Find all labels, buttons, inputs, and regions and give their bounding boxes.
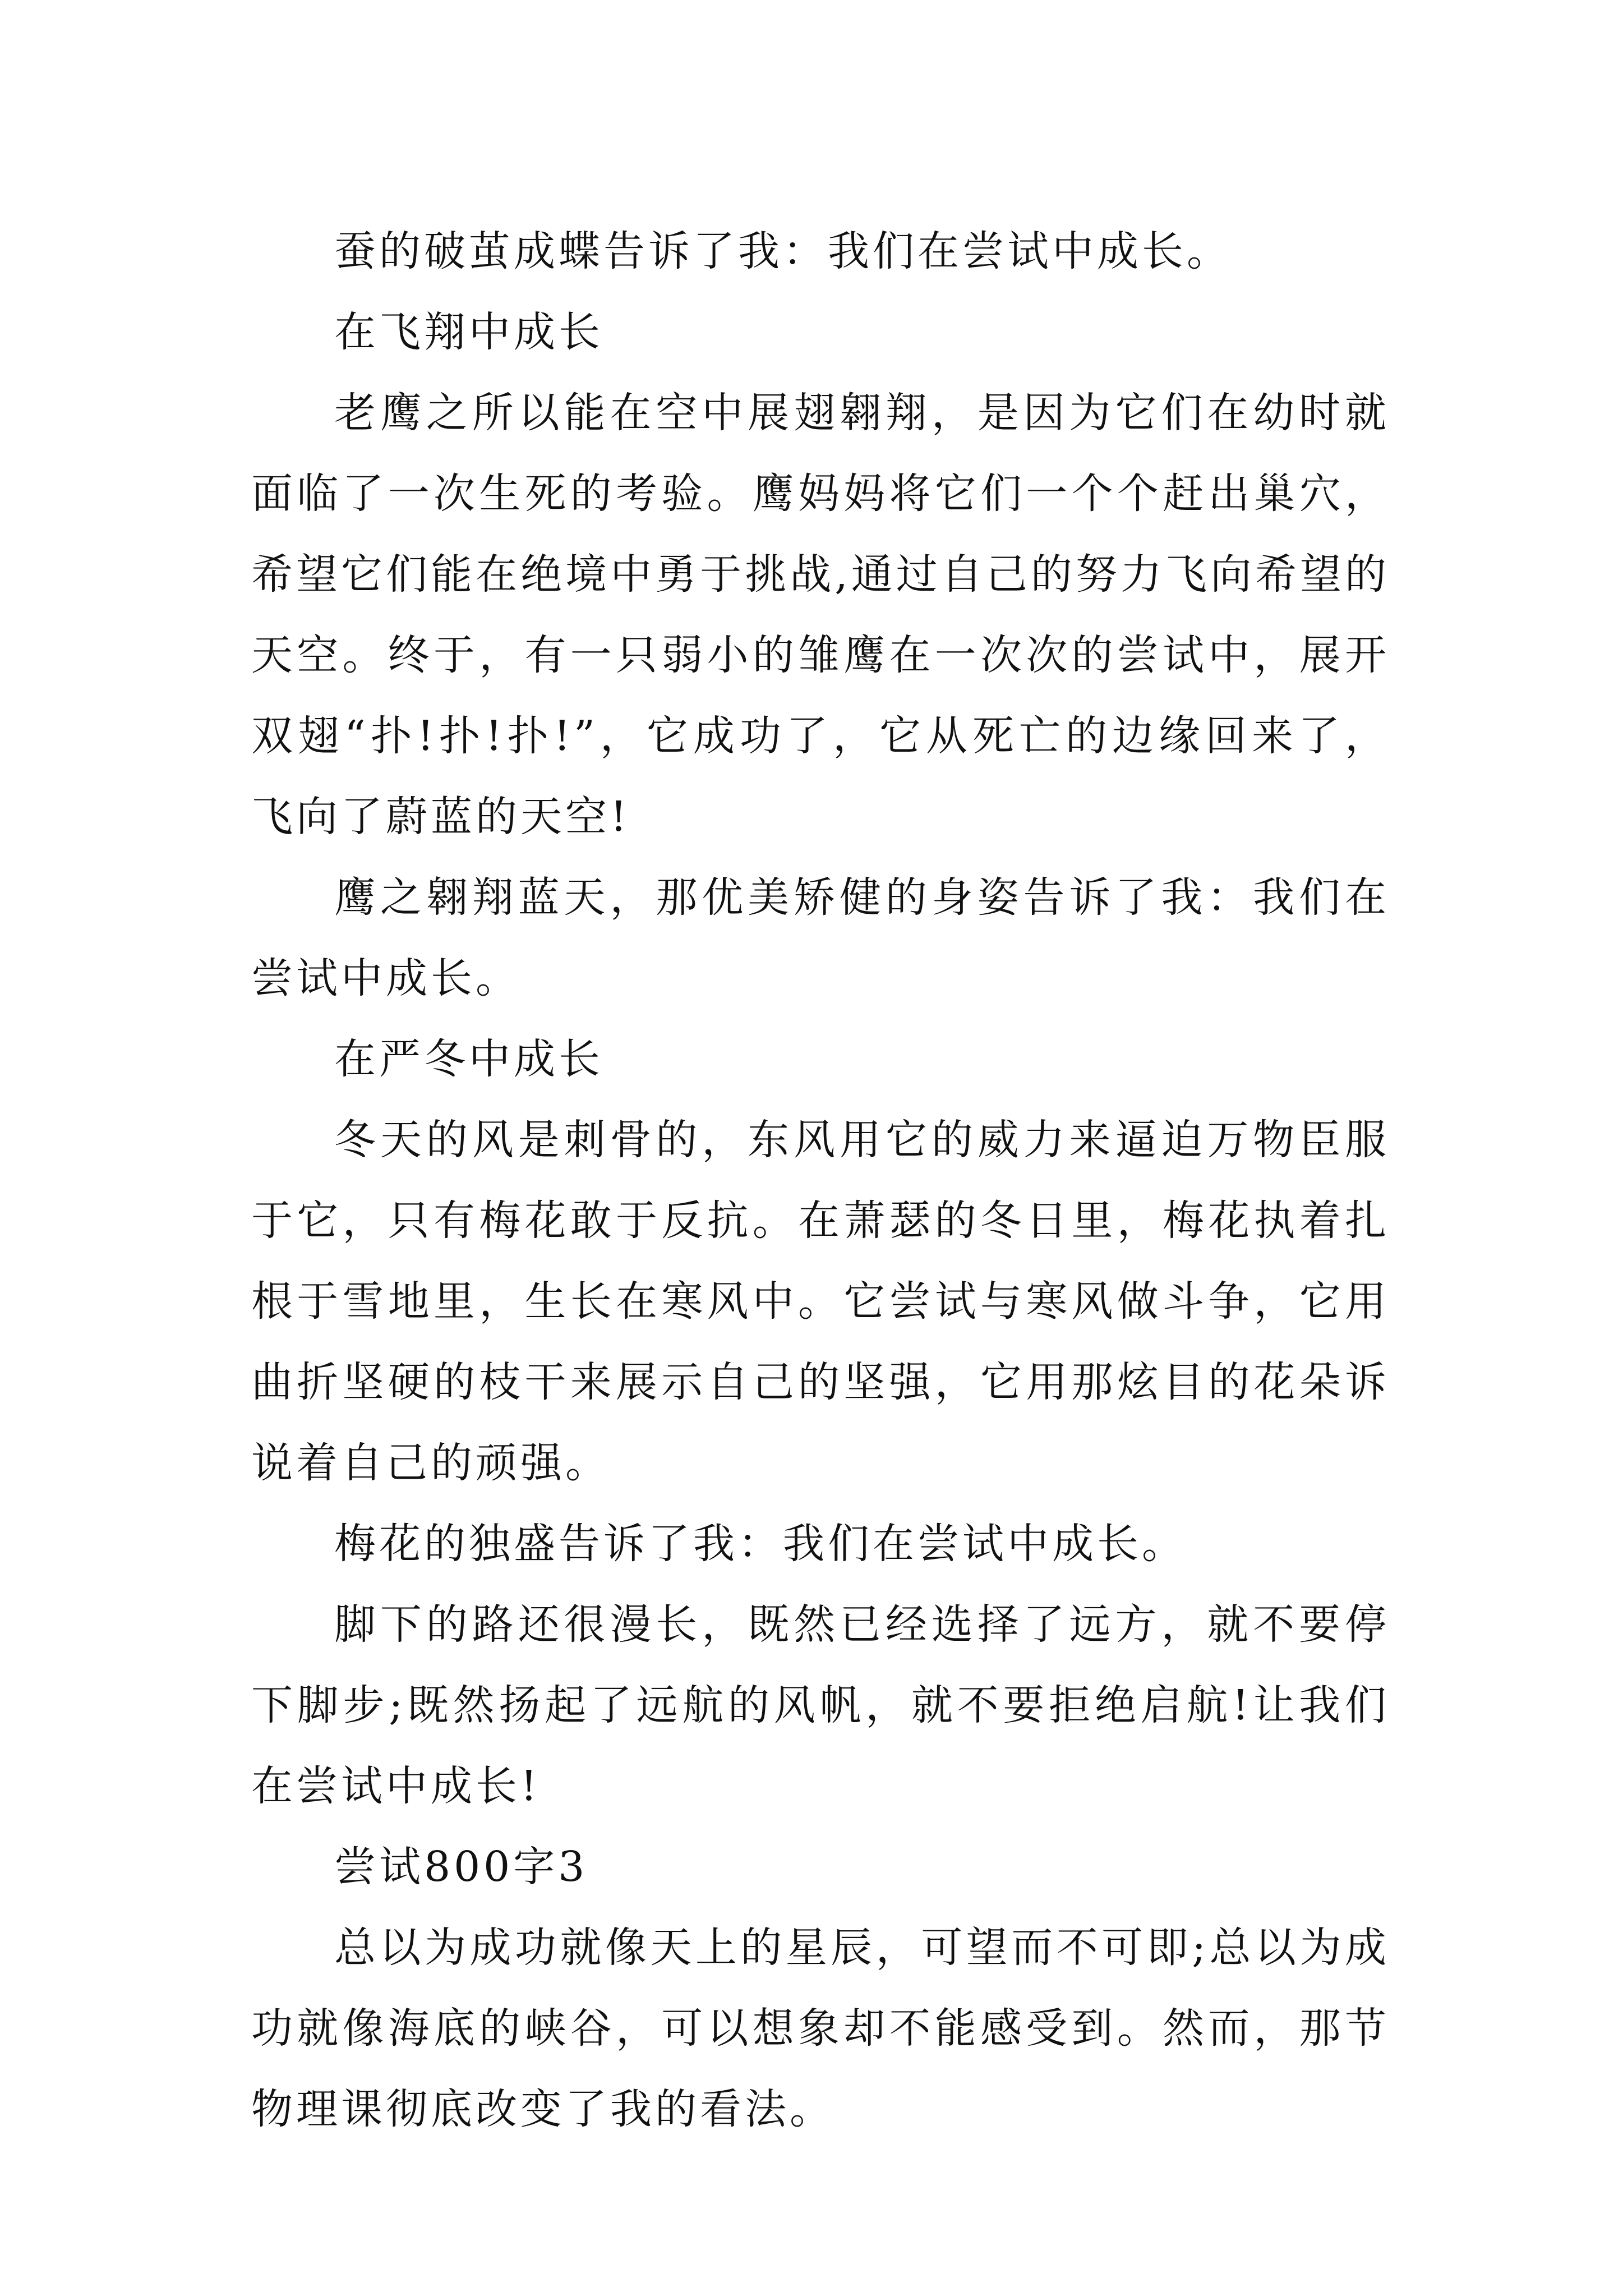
section-heading-flying: 在飞翔中成长 xyxy=(334,308,603,356)
paragraph-closing: 脚下的路还很漫长，既然已经选择了远方，就不要停下脚步;既然扬起了远航的风帆，就不要拒绝启航!让我们在尝试中成长! xyxy=(251,1600,1390,1810)
paragraph-success-intro: 总以为成功就像天上的星辰，可望而不可即;总以为成功就像海底的峡谷，可以想象却不能感受到。然而，那节物理课彻底改变了我的看法。 xyxy=(251,1924,1390,2133)
paragraph-plum-conclusion: 梅花的独盛告诉了我：我们在尝试中成长。 xyxy=(334,1520,1187,1568)
paragraph-eagle-conclusion: 鹰之翱翔蓝天，那优美矫健的身姿告诉了我：我们在尝试中成长。 xyxy=(251,873,1390,1002)
paragraph-plum-story: 冬天的风是刺骨的，东风用它的威力来逼迫万物臣服于它，只有梅花敢于反抗。在萧瑟的冬日里，梅花执着扎根于雪地里，生长在寒风中。它尝试与寒风做斗争，它用曲折坚硬的枝干来展示自己的坚强，它用那炫目的花朵诉说着自己的顽强。 xyxy=(251,1116,1390,1487)
paragraph-eagle-story: 老鹰之所以能在空中展翅翱翔，是因为它们在幼时就面临了一次生死的考验。鹰妈妈将它们一个个赶出巢穴，希望它们能在绝境中勇于挑战,通过自己的努力飞向希望的天空。终于，有一只弱小的雏鹰在一次次的尝试中，展开双翅“扑!扑!扑!”，它成功了，它从死亡的边缘回来了，飞向了蔚蓝的天空! xyxy=(251,389,1390,841)
essay-title-3: 尝试800字3 xyxy=(334,1843,588,1891)
section-heading-winter: 在严冬中成长 xyxy=(334,1035,603,1083)
paragraph-silkworm-conclusion: 蚕的破茧成蝶告诉了我：我们在尝试中成长。 xyxy=(334,227,1232,275)
document-body xyxy=(251,211,1390,2150)
